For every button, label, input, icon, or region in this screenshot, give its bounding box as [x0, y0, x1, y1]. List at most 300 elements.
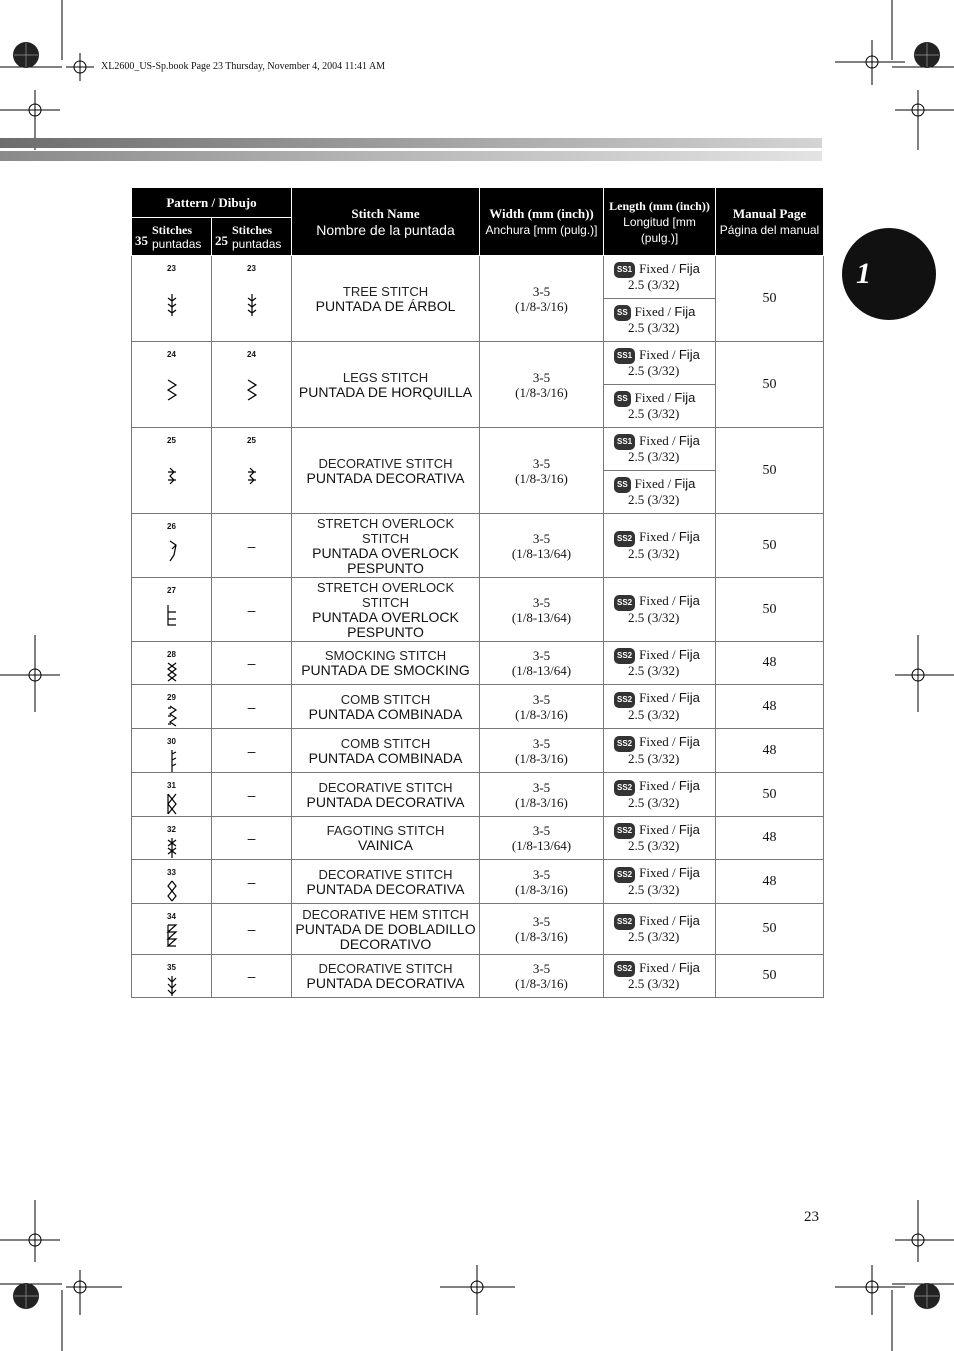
width-cell	[480, 729, 604, 773]
length-value: 2.5 (3/32)	[628, 406, 680, 421]
manual-page-value: 48	[762, 742, 777, 758]
header-length-es: Longitud [mm (pulg.)]	[623, 214, 696, 245]
pattern-35-cell	[132, 256, 212, 342]
length-entry	[614, 961, 715, 991]
length-fija: Fija	[678, 734, 700, 750]
length-value: 2.5 (3/32)	[628, 545, 680, 561]
presser-foot-badge: SS2	[614, 961, 635, 977]
length-fixed: Fixed /	[639, 529, 679, 545]
length-cell	[604, 817, 716, 860]
width-mm: 3-5	[532, 866, 551, 882]
header-manual-page	[716, 188, 824, 256]
stitch-pattern-icon	[166, 379, 178, 403]
width-mm: 3-5	[532, 779, 551, 795]
length-entry	[614, 530, 715, 560]
pattern-35-cell	[132, 642, 212, 685]
pattern-35-cell	[132, 773, 212, 817]
pattern-35-number: 32	[167, 825, 176, 834]
length-fixed: Fixed /	[639, 734, 679, 750]
table-row	[132, 428, 824, 471]
length-fija: Fija	[678, 593, 700, 609]
pattern-35-number: 29	[167, 693, 176, 702]
manual-page-cell	[716, 642, 824, 685]
length-cell	[604, 299, 716, 342]
not-available-dash: –	[247, 601, 256, 618]
length-cell	[604, 773, 716, 817]
not-available-dash: –	[247, 873, 256, 890]
pattern-35-cell	[132, 514, 212, 578]
stitch-pattern-icon	[166, 975, 178, 999]
stitch-pattern-icon	[166, 293, 178, 317]
stitch-name-en: STRETCH OVERLOCK STITCH	[316, 515, 455, 546]
width-inch: (1/8-3/16)	[515, 384, 568, 400]
manual-page-cell	[716, 817, 824, 860]
width-mm: 3-5	[532, 961, 551, 976]
length-entry	[614, 823, 715, 853]
length-cell	[604, 729, 716, 773]
presser-foot-badge: SS1	[614, 262, 635, 278]
length-fija: Fija	[678, 346, 700, 362]
chapter-tab	[842, 228, 936, 320]
header-35-stitches	[132, 218, 212, 256]
manual-page-cell	[716, 904, 824, 955]
presser-foot-badge: SS2	[614, 595, 635, 611]
pattern-35-cell	[132, 342, 212, 428]
width-inch: (1/8-13/64)	[511, 663, 572, 678]
not-available-dash: –	[247, 698, 256, 715]
pattern-25-cell	[212, 642, 292, 685]
length-cell	[604, 428, 716, 471]
width-inch: (1/8-13/64)	[511, 838, 572, 853]
length-entry	[614, 391, 715, 421]
stitch-pattern-icon	[166, 793, 178, 817]
width-inch: (1/8-3/16)	[515, 750, 568, 766]
header-stitch-name	[292, 188, 480, 256]
length-fixed: Fixed /	[639, 912, 679, 928]
pattern-25-number: 24	[247, 350, 256, 359]
stitch-name-en: STRETCH OVERLOCK STITCH	[316, 579, 455, 610]
manual-page-cell	[716, 342, 824, 428]
header-band-dark	[0, 138, 822, 148]
presser-foot-badge: SS	[614, 477, 631, 493]
stitch-pattern-icon	[166, 749, 178, 773]
width-cell	[480, 685, 604, 729]
header-35-en: Stitches	[152, 222, 192, 237]
width-inch: (1/8-3/16)	[515, 794, 568, 810]
pattern-35-number: 31	[167, 781, 176, 790]
stitch-name-cell	[292, 428, 480, 514]
header-width-en: Width (mm (inch))	[489, 205, 594, 221]
width-mm: 3-5	[532, 530, 551, 546]
presser-foot-badge: SS2	[614, 531, 635, 547]
table-row	[132, 514, 824, 578]
pattern-35-cell	[132, 955, 212, 998]
width-cell	[480, 817, 604, 860]
pattern-25-cell	[212, 514, 292, 578]
width-cell	[480, 955, 604, 998]
stitch-name-en: SMOCKING STITCH	[324, 648, 447, 663]
length-entry	[614, 477, 715, 507]
not-available-dash: –	[247, 830, 256, 846]
pattern-25-cell	[212, 428, 292, 514]
width-inch: (1/8-3/16)	[515, 706, 568, 722]
length-fixed: Fixed /	[639, 593, 679, 609]
length-entry	[614, 914, 715, 944]
width-inch: (1/8-13/64)	[511, 609, 572, 625]
width-cell	[480, 860, 604, 904]
print-info: XL2600_US-Sp.book Page 23 Thursday, November 4, 2004 11:41 AM	[101, 61, 386, 72]
header-width-es: Anchura [mm (pulg.)]	[485, 222, 598, 237]
manual-page-value: 48	[762, 873, 777, 889]
stitch-name-es: PUNTADA DE DOBLADILLO DECORATIVO	[295, 920, 476, 952]
manual-page-value: 50	[762, 462, 777, 478]
not-available-dash: –	[247, 921, 256, 937]
length-fija: Fija	[678, 865, 700, 881]
length-value: 2.5 (3/32)	[628, 492, 680, 507]
stitch-pattern-icon	[166, 662, 178, 686]
length-entry	[614, 735, 715, 765]
stitch-name-es: PUNTADA DE ÁRBOL	[315, 297, 456, 314]
length-cell	[604, 685, 716, 729]
pattern-25-cell	[212, 578, 292, 642]
stitch-name-cell	[292, 860, 480, 904]
length-cell	[604, 578, 716, 642]
width-mm: 3-5	[532, 283, 551, 299]
pattern-25-cell	[212, 685, 292, 729]
width-inch: (1/8-3/16)	[515, 881, 568, 897]
width-mm: 3-5	[532, 735, 551, 751]
length-fija: Fija	[678, 260, 700, 276]
width-mm: 3-5	[532, 914, 551, 929]
stitch-pattern-icon	[166, 880, 178, 904]
length-cell	[604, 471, 716, 514]
table-row	[132, 256, 824, 299]
pattern-25-cell	[212, 955, 292, 998]
width-inch: (1/8-3/16)	[515, 298, 568, 314]
stitch-name-cell	[292, 642, 480, 685]
length-value: 2.5 (3/32)	[628, 794, 680, 810]
stitch-name-cell	[292, 256, 480, 342]
length-cell	[604, 642, 716, 685]
manual-page-cell	[716, 428, 824, 514]
table-row	[132, 817, 824, 860]
table-row	[132, 904, 824, 955]
stitch-name-en: TREE STITCH	[342, 283, 429, 299]
table-row	[132, 955, 824, 998]
pattern-25-cell	[212, 256, 292, 342]
pattern-35-number: 35	[167, 963, 176, 972]
stitch-name-cell	[292, 342, 480, 428]
width-mm: 3-5	[532, 691, 551, 707]
length-cell	[604, 385, 716, 428]
stitch-name-en: DECORATIVE STITCH	[318, 455, 453, 471]
stitch-name-cell	[292, 904, 480, 955]
header-25-stitches	[212, 218, 292, 256]
length-fixed: Fixed /	[634, 303, 675, 319]
pattern-25-number: 25	[247, 436, 256, 445]
manual-page-value: 50	[762, 921, 777, 936]
header-pattern: Pattern / Dibujo	[132, 188, 292, 218]
stitch-name-en: COMB STITCH	[340, 735, 431, 751]
width-cell	[480, 342, 604, 428]
stitch-name-cell	[292, 685, 480, 729]
width-cell	[480, 904, 604, 955]
length-cell	[604, 955, 716, 998]
pattern-35-cell	[132, 729, 212, 773]
table-row	[132, 860, 824, 904]
manual-page-cell	[716, 256, 824, 342]
stitch-pattern-icon	[166, 540, 178, 564]
length-cell	[604, 514, 716, 578]
header-35-num: 35	[135, 232, 148, 248]
length-value: 2.5 (3/32)	[628, 663, 680, 678]
manual-page-cell	[716, 860, 824, 904]
length-entry	[614, 348, 715, 378]
length-entry	[614, 262, 715, 292]
presser-foot-badge: SS1	[614, 348, 635, 364]
manual-page-value: 50	[762, 968, 777, 983]
presser-foot-badge: SS2	[614, 780, 635, 796]
width-inch: (1/8-3/16)	[515, 470, 568, 486]
pattern-35-number: 34	[167, 912, 176, 921]
pattern-35-number: 25	[167, 436, 176, 445]
pattern-25-cell	[212, 860, 292, 904]
header-width	[480, 188, 604, 256]
header-name-es: Nombre de la puntada	[316, 221, 455, 238]
manual-page-cell	[716, 514, 824, 578]
stitch-pattern-icon	[246, 379, 258, 403]
presser-foot-badge: SS	[614, 391, 631, 407]
length-cell	[604, 860, 716, 904]
length-entry	[614, 305, 715, 335]
length-entry	[614, 434, 715, 464]
header-band-light	[0, 151, 822, 161]
stitch-name-cell	[292, 773, 480, 817]
stitch-pattern-icon	[166, 465, 178, 489]
length-fixed: Fixed /	[639, 865, 679, 881]
stitch-name-cell	[292, 514, 480, 578]
length-fixed: Fixed /	[639, 432, 679, 448]
length-fija: Fija	[674, 303, 696, 319]
stitch-name-es: PUNTADA COMBINADA	[308, 749, 463, 766]
table-row	[132, 342, 824, 385]
pattern-35-number: 27	[167, 586, 176, 595]
stitch-pattern-icon	[246, 293, 258, 317]
length-fija: Fija	[678, 646, 700, 662]
table-row	[132, 729, 824, 773]
length-entry	[614, 594, 715, 624]
pattern-35-number: 26	[167, 522, 176, 531]
length-value: 2.5 (3/32)	[628, 838, 680, 853]
stitch-name-es: VAINICA	[358, 837, 413, 853]
length-fija: Fija	[674, 389, 696, 405]
pattern-25-number: 23	[247, 264, 256, 273]
stitch-name-es: PUNTADA DECORATIVA	[306, 975, 465, 991]
length-value: 2.5 (3/32)	[628, 609, 680, 625]
length-value: 2.5 (3/32)	[628, 277, 680, 292]
presser-foot-badge: SS1	[614, 434, 635, 450]
length-fija: Fija	[674, 475, 696, 491]
length-fixed: Fixed /	[639, 959, 679, 975]
length-cell	[604, 904, 716, 955]
stitch-name-es: PUNTADA DE SMOCKING	[301, 662, 470, 678]
length-entry	[614, 866, 715, 896]
presser-foot-badge: SS2	[614, 736, 635, 752]
manual-page-value: 50	[762, 537, 777, 553]
header-25-num: 25	[215, 232, 228, 248]
width-mm: 3-5	[532, 455, 551, 471]
manual-page-cell	[716, 955, 824, 998]
length-fixed: Fixed /	[639, 260, 679, 276]
length-fija: Fija	[678, 959, 700, 975]
presser-foot-badge: SS	[614, 305, 631, 321]
pattern-35-number: 28	[167, 650, 176, 659]
width-inch: (1/8-3/16)	[515, 929, 568, 944]
manual-page-value: 50	[762, 786, 777, 802]
header-length	[604, 188, 716, 256]
not-available-dash: –	[247, 655, 256, 671]
stitch-name-en: COMB STITCH	[340, 691, 431, 707]
pattern-35-number: 24	[167, 350, 176, 359]
width-cell	[480, 514, 604, 578]
pattern-25-cell	[212, 904, 292, 955]
length-fija: Fija	[678, 432, 700, 448]
stitch-name-cell	[292, 578, 480, 642]
width-mm: 3-5	[532, 369, 551, 385]
header-25-es: puntadas	[232, 236, 282, 251]
header-35-es: puntadas	[152, 236, 202, 251]
stitch-table	[131, 187, 824, 998]
manual-page-value: 50	[762, 290, 777, 306]
pattern-35-cell	[132, 578, 212, 642]
length-fija: Fija	[678, 778, 700, 794]
stitch-name-cell	[292, 955, 480, 998]
presser-foot-badge: SS2	[614, 648, 635, 664]
stitch-name-en: DECORATIVE STITCH	[318, 866, 453, 882]
stitch-name-en: DECORATIVE HEM STITCH	[302, 906, 469, 922]
manual-page-value: 50	[762, 601, 777, 617]
not-available-dash: –	[247, 786, 256, 803]
stitch-name-es: PUNTADA COMBINADA	[308, 705, 463, 722]
manual-page-value: 48	[762, 830, 777, 845]
length-fixed: Fixed /	[639, 821, 679, 837]
manual-page-cell	[716, 773, 824, 817]
pattern-35-cell	[132, 428, 212, 514]
table-row	[132, 642, 824, 685]
presser-foot-badge: SS2	[614, 692, 635, 708]
stitch-name-es: PUNTADA DE HORQUILLA	[298, 383, 473, 400]
manual-page-value: 48	[762, 655, 777, 670]
length-entry	[614, 648, 715, 678]
length-value: 2.5 (3/32)	[628, 976, 680, 991]
stitch-name-en: DECORATIVE STITCH	[318, 961, 453, 976]
stitch-pattern-icon	[166, 924, 178, 948]
length-cell	[604, 342, 716, 385]
header-name-en: Stitch Name	[351, 205, 420, 221]
pattern-35-cell	[132, 685, 212, 729]
length-fija: Fija	[678, 690, 700, 706]
not-available-dash: –	[247, 537, 256, 554]
chapter-number: 1	[856, 257, 871, 290]
length-fixed: Fixed /	[639, 646, 679, 662]
page-number: 23	[804, 1209, 819, 1225]
pattern-25-cell	[212, 817, 292, 860]
stitch-pattern-icon	[166, 705, 178, 729]
pattern-25-cell	[212, 773, 292, 817]
pattern-35-number: 30	[167, 737, 176, 746]
manual-page-cell	[716, 729, 824, 773]
pattern-35-cell	[132, 904, 212, 955]
presser-foot-badge: SS2	[614, 867, 635, 883]
width-mm: 3-5	[532, 823, 551, 838]
stitch-name-es: PUNTADA DECORATIVA	[306, 469, 465, 486]
presser-foot-badge: SS2	[614, 823, 635, 839]
stitch-name-es: PUNTADA DECORATIVA	[306, 793, 465, 810]
length-fija: Fija	[678, 821, 700, 837]
stitch-name-en: LEGS STITCH	[342, 369, 429, 385]
length-fixed: Fixed /	[634, 475, 675, 491]
stitch-pattern-icon	[166, 837, 178, 861]
length-value: 2.5 (3/32)	[628, 881, 680, 897]
header-page-es: Página del manual	[719, 222, 820, 237]
manual-page-value: 48	[762, 698, 777, 714]
width-cell	[480, 642, 604, 685]
width-cell	[480, 428, 604, 514]
stitch-pattern-icon	[246, 465, 258, 489]
width-inch: (1/8-3/16)	[515, 976, 568, 991]
pattern-25-cell	[212, 342, 292, 428]
table-row	[132, 685, 824, 729]
width-cell	[480, 773, 604, 817]
length-fija: Fija	[678, 529, 700, 545]
length-fixed: Fixed /	[634, 389, 675, 405]
manual-page-cell	[716, 685, 824, 729]
length-value: 2.5 (3/32)	[628, 750, 680, 766]
pattern-35-cell	[132, 860, 212, 904]
length-fija: Fija	[678, 912, 700, 928]
stitch-name-es: PUNTADA OVERLOCK PESPUNTO	[312, 544, 459, 576]
length-cell	[604, 256, 716, 299]
target-mark-tl	[66, 53, 94, 81]
not-available-dash: –	[247, 968, 256, 984]
pattern-35-cell	[132, 817, 212, 860]
length-value: 2.5 (3/32)	[628, 320, 680, 335]
header-length-en: Length (mm (inch))	[609, 198, 710, 213]
width-mm: 3-5	[532, 648, 551, 663]
length-entry	[614, 691, 715, 721]
manual-page-value: 50	[762, 376, 777, 392]
length-value: 2.5 (3/32)	[628, 363, 680, 378]
header-page-en: Manual Page	[732, 205, 807, 221]
stitch-name-en: DECORATIVE STITCH	[318, 779, 453, 795]
width-cell	[480, 256, 604, 342]
pattern-35-number: 33	[167, 868, 176, 877]
length-entry	[614, 779, 715, 809]
width-mm: 3-5	[532, 594, 551, 610]
width-inch: (1/8-13/64)	[511, 545, 572, 561]
header-25-en: Stitches	[232, 222, 272, 237]
not-available-dash: –	[247, 742, 256, 759]
manual-page-cell	[716, 578, 824, 642]
pattern-25-cell	[212, 729, 292, 773]
width-cell	[480, 578, 604, 642]
length-fixed: Fixed /	[639, 346, 679, 362]
stitch-name-cell	[292, 729, 480, 773]
stitch-name-en: FAGOTING STITCH	[326, 823, 445, 838]
stitch-name-cell	[292, 817, 480, 860]
length-fixed: Fixed /	[639, 778, 679, 794]
length-value: 2.5 (3/32)	[628, 929, 680, 944]
